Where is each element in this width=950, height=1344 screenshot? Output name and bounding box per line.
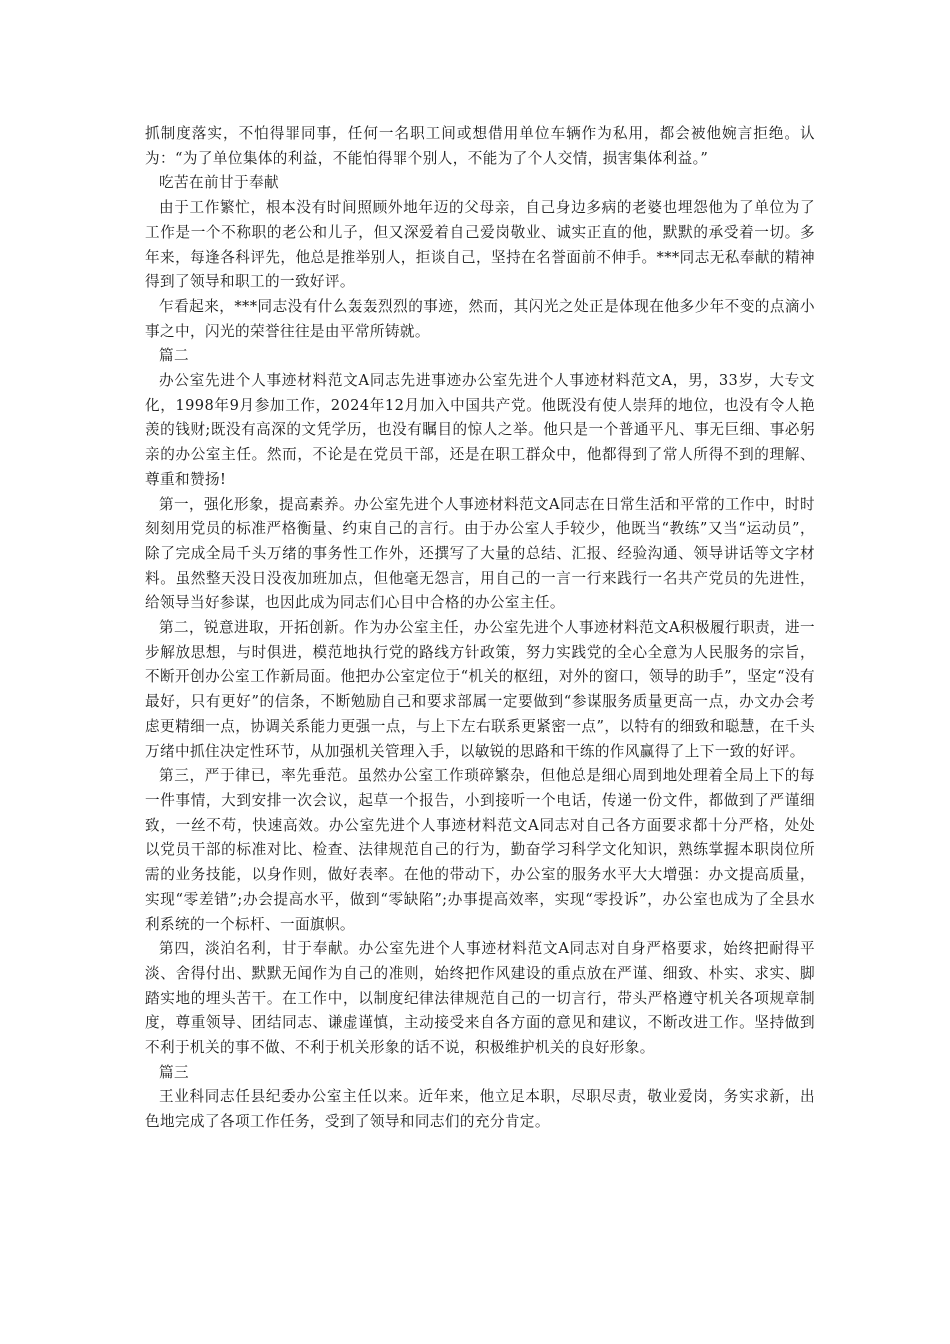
paragraph-4: 办公室先进个人事迹材料范文A同志先进事迹办公室先进个人事迹材料范文A，男，33岁，大专文化，1998年9月参加工作，2024年12月加入中国共产党。他既没有使人崇拜的地位，也没有令人艳羡的钱财;既没有高深的文凭学历，也没有瞩目的惊人之举。他只是一个普通平凡、事无巨细、事必躬亲的办公室主任。然而，不论是在党员干部，还是在职工群众中，他都得到了常人所得不到的理解、尊重和赞扬! [145, 372, 815, 488]
paragraph-3: 乍看起来，***同志没有什么轰轰烈烈的事迹，然而，其闪光之处正是体现在他多少年不变的点滴小事之中，闪光的荣誉往往是由平常所铸就。 [145, 297, 815, 340]
paragraph-7: 第三，严于律已，率先垂范。虽然办公室工作琐碎繁杂，但他总是细心周到地处理着全局上下的每一件事情，大到安排一次会议，起草一个报告，小到接听一个电话，传递一份文件，都做到了严谨细致，一丝不苟，快速高效。办公室先进个人事迹材料范文A同志对自己各方面要求都十分严格，处处以党员干部的标准对比、检查、法律规范自己的行为，勤奋学习科学文化知识，熟练掌握本职岗位所需的业务技能，以身作则，做好表率。在他的带动下，办公室的服务水平大大增强：办文提高质量，实现“零差错”;办会提高水平，做到“零缺陷”;办事提高效率，实现“零投诉”，办公室也成为了全县水利系统的一个标杆、一面旗帜。 [145, 767, 815, 933]
document-page [145, 122, 815, 1135]
paragraph-5: 第一，强化形象，提高素养。办公室先进个人事迹材料范文A同志在日常生活和平常的工作中，时时刻刻用党员的标准严格衡量、约束自己的言行。由于办公室人手较少，他既当“教练”又当“运动员”，除了完成全局千头万绪的事务性工作外，还撰写了大量的总结、汇报、经验沟通、领导讲话等文字材料。虽然整天没日没夜加班加点，但他毫无怨言，用自己的一言一行来践行一名共产党员的先进性，给领导当好参谋，也因此成为同志们心目中合格的办公室主任。 [145, 495, 815, 612]
section-heading-hardship: 吃苦在前甘于奉献 [159, 174, 279, 192]
paragraph-8: 第四，淡泊名利，甘于奉献。办公室先进个人事迹材料范文A同志对自身严格要求，始终把耐得平淡、舍得付出、默默无闻作为自己的准则，始终把作风建设的重点放在严谨、细致、朴实、求实、脚踏实地的埋头苦干。在工作中，以制度纪律法律规范自己的一切言行，带头严格遵守机关各项规章制度，尊重领导、团结同志、谦虚谨慎，主动接受来自各方面的意见和建议，不断改进工作。坚持做到不利于机关的事不做、不利于机关形象的话不说，积极维护机关的良好形象。 [145, 940, 815, 1057]
paragraph-1: 抓制度落实，不怕得罪同事，任何一名职工间或想借用单位车辆作为私用，都会被他婉言拒绝。认为：“为了单位集体的利益，不能怕得罪个别人，不能为了个人交情，损害集体利益。” [145, 125, 815, 167]
section-heading-part-two: 篇二 [159, 347, 189, 365]
paragraph-6: 第二，锐意进取，开拓创新。作为办公室主任，办公室先进个人事迹材料范文A积极履行职责，进一步解放思想，与时俱进，模范地执行党的路线方针政策，努力实践党的全心全意为人民服务的宗旨，不断开创办公室工作新局面。他把办公室定位于“机关的枢纽，对外的窗口，领导的助手”，坚定“没有最好，只有更好”的信条，不断勉励自己和要求部属一定要做到“参谋服务质量更高一点，办文办会考虑更精细一点，协调关系能力更强一点，与上下左右联系更紧密一点”，以特有的细致和聪慧，在千头万绪中抓住决定性环节，从加强机关管理入手，以敏锐的思路和干练的作风赢得了上下一致的好评。 [145, 619, 815, 760]
paragraph-2: 由于工作繁忙，根本没有时间照顾外地年迈的父母亲，自己身边多病的老婆也埋怨他为了单位为了工作是一个不称职的老公和儿子，但又深爱着自己爱岗敬业、诚实正直的他，默默的承受着一切。多年来，每逢各科评先，他总是推举别人，拒谈自己，坚持在名誉面前不伸手。***同志无私奉献的精神得到了领导和职工的一致好评。 [145, 199, 815, 291]
section-heading-part-three: 篇三 [159, 1063, 189, 1081]
paragraph-9: 王业科同志任县纪委办公室主任以来。近年来，他立足本职，尽职尽责，敬业爱岗，务实求新，出色地完成了各项工作任务，受到了领导和同志们的充分肯定。 [145, 1088, 815, 1131]
